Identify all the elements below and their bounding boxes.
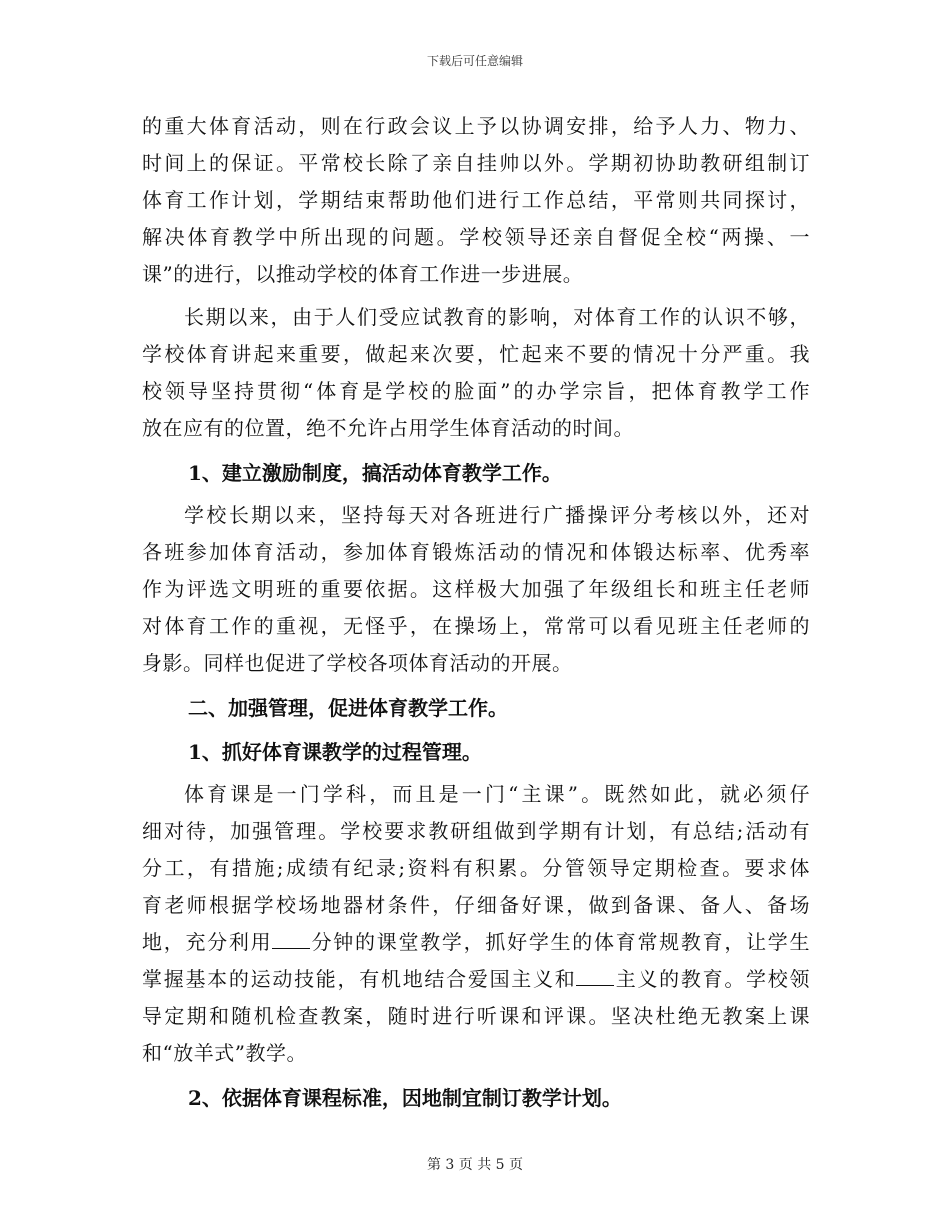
fill-in-blank	[272, 928, 310, 949]
fill-in-blank	[576, 965, 614, 986]
text-line: 育老师根据学校场地器材条件，仔细备好课，做到备课、备人、备场	[142, 893, 810, 917]
text-line: 体育课是一门学科，而且是一门“主课”。既然如此，就必须仔	[184, 782, 810, 806]
text-line: 导定期和随机检查教案，随时进行听课和评课。坚决杜绝无教案上课	[142, 1004, 810, 1028]
text-line: 放在应有的位置，绝不允许占用学生体育活动的时间。	[142, 416, 634, 440]
page-number: 第 3 页 共 5 页	[426, 1157, 524, 1173]
text-line: 解决体育教学中所出现的问题。学校领导还亲自督促全校“两操、一	[142, 225, 810, 249]
subsection-heading: 1、抓好体育课教学的过程管理。	[188, 740, 482, 764]
subsection-heading: 2、依据体育课程标准，因地制宜制订教学计划。	[188, 1086, 622, 1110]
text-line: 校领导坚持贯彻“体育是学校的脸面”的办学宗旨，把体育教学工作	[142, 379, 810, 403]
text-line: 身影。同样也促进了学校各项体育活动的开展。	[142, 651, 573, 675]
text-segment: 掌握基本的运动技能，有机地结合爱国主义和	[142, 967, 577, 991]
text-line: 作为评选文明班的重要依据。这样极大加强了年级组长和班主任老师	[142, 577, 810, 601]
paragraph-1	[142, 108, 810, 293]
text-line: 时间上的保证。平常校长除了亲自挂帅以外。学期初协助教研组制订	[142, 151, 810, 175]
text-line: 分工，有措施;成绩有纪录;资料有积累。分管领导定期检查。要求体	[142, 856, 810, 880]
paragraph-3	[142, 497, 810, 682]
text-line: 体育工作计划，学期结束帮助他们进行工作总结，平常则共同探讨，	[142, 188, 810, 212]
text-segment: 地，充分利用	[142, 930, 273, 954]
text-line: 的重大体育活动，则在行政会议上予以协调安排，给予人力、物力、	[142, 114, 810, 138]
document-body	[142, 108, 810, 1122]
text-line: 课”的进行，以推动学校的体育工作进一步进展。	[142, 262, 584, 286]
text-line: 各班参加体育活动，参加体育锻炼活动的情况和体锻达标率、优秀率	[142, 540, 810, 564]
text-line: 学校体育讲起来重要，做起来次要，忙起来不要的情况十分严重。我	[142, 342, 810, 366]
text-line: 细对待，加强管理。学校要求教研组做到学期有计划，有总结;活动有	[142, 819, 810, 843]
text-line: 长期以来，由于人们受应试教育的影响，对体育工作的认识不够，	[184, 305, 810, 329]
section-heading: 二、加强管理，促进体育教学工作。	[188, 696, 508, 720]
paragraph-4	[142, 776, 810, 1072]
text-segment: 主义的教育。学校领	[614, 967, 810, 991]
text-line: 对体育工作的重视，无怪乎，在操场上，常常可以看见班主任老师的	[142, 614, 810, 638]
text-line: 和“放羊式”教学。	[142, 1041, 307, 1065]
text-line: 学校长期以来，坚持每天对各班进行广播操评分考核以外，还对	[184, 503, 810, 527]
text-line	[142, 961, 810, 998]
page-header: 下载后可任意编辑	[426, 54, 523, 68]
text-line	[142, 924, 810, 961]
section-heading: 1、建立激励制度，搞活动体育教学工作。	[188, 461, 562, 485]
text-segment: 分钟的课堂教学，抓好学生的体育常规教育，让学生	[310, 930, 810, 954]
paragraph-2	[142, 299, 810, 447]
